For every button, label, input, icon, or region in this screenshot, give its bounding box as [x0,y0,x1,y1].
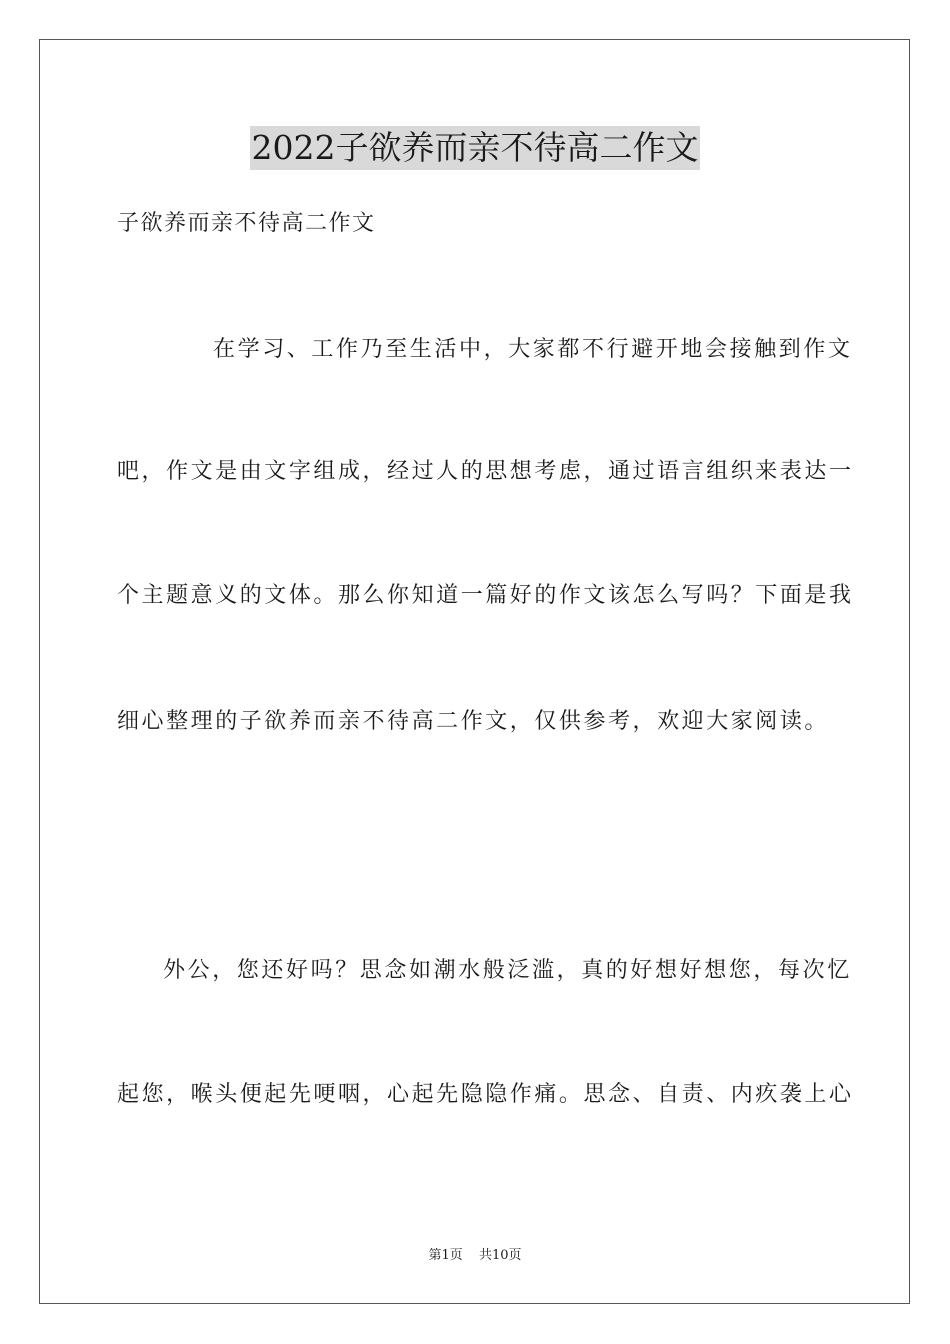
paragraph-1-line-3: 个主题意义的文体。那么你知道一篇好的作文该怎么写吗？下面是我 [117,583,854,608]
page-number-current: 第1页 [428,1248,463,1263]
page-footer [0,1247,950,1265]
paragraph-1-line-2: 吧，作文是由文字组成，经过人的思想考虑，通过语言组织来表达一 [117,459,854,484]
paragraph-1-line-1: 在学习、工作乃至生活中，大家都不行避开地会接触到作文 [213,337,853,362]
title-container [0,126,950,170]
page-number-total: 共10页 [478,1248,522,1263]
document-subtitle: 子欲养而亲不待高二作文 [117,211,376,236]
paragraph-1-line-4: 细心整理的子欲养而亲不待高二作文，仅供参考，欢迎大家阅读。 [117,709,829,734]
document-title: 2022子欲养而亲不待高二作文 [250,126,701,170]
paragraph-2-line-1: 外公，您还好吗？思念如潮水般泛滥，真的好想好想您，每次忆 [163,958,852,983]
paragraph-2-line-2: 起您，喉头便起先哽咽，心起先隐隐作痛。思念、自责、内疚袭上心 [117,1082,854,1107]
